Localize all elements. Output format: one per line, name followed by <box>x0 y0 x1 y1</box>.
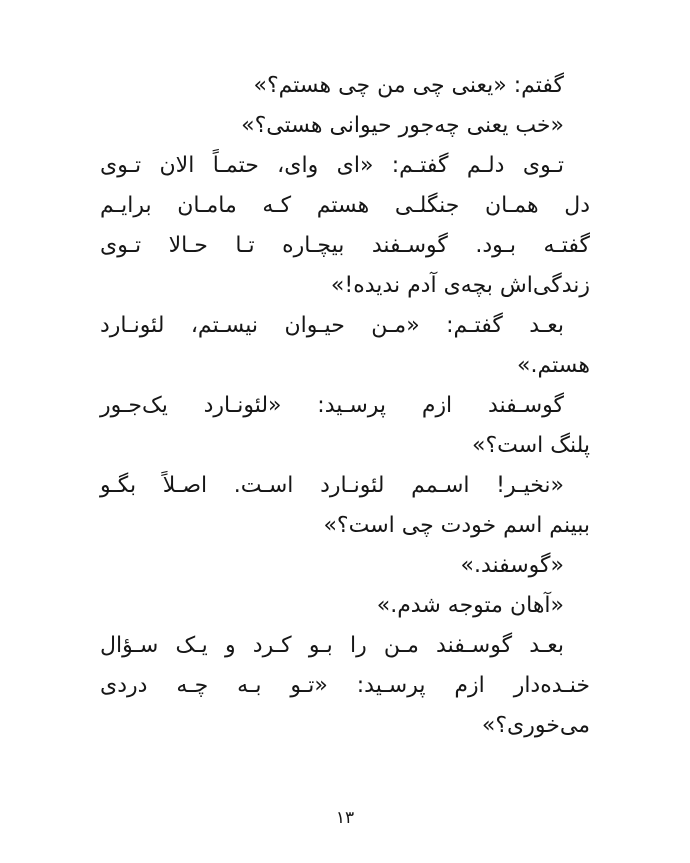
text-line: زندگی‌اش بچه‌ی آدم ندیده!» <box>330 273 590 298</box>
text-line: خنـده‌دار ازم پرسـید: «تـو بـه چـه دردی <box>100 673 590 698</box>
text-line: تـوی دلـم گفتـم: «ای وای، حتمـاً الان تـوی <box>100 153 564 178</box>
text-block <box>100 66 590 746</box>
page-number: ۱۳ <box>335 808 355 828</box>
text-line: گفتم: «یعنی چی من چی هستم؟» <box>253 73 564 98</box>
text-line: می‌خوری؟» <box>481 713 590 738</box>
text-line: دل همـان جنگلـی هستم کـه مامـان برایـم <box>100 193 590 218</box>
text-line: بعـد گوسـفند مـن را بـو کـرد و یـک سـؤال <box>100 633 564 658</box>
text-line: گفتـه بـود. گوسـفند بیچـاره تـا حـالا تـوی <box>100 233 590 258</box>
text-line: «آهان متوجه شدم.» <box>376 593 564 618</box>
text-line: «گوسفند.» <box>460 553 564 578</box>
text-line: بعـد گفتـم: «مـن حیـوان نیسـتم، لئونـارد <box>100 313 564 338</box>
text-line: هستم.» <box>517 353 590 378</box>
text-line: «خب یعنی چه‌جور حیوانی هستی؟» <box>241 113 564 138</box>
text-line: گوسـفند ازم پرسـید: «لئونـارد یک‌جـور <box>100 393 564 418</box>
text-line: ببینم اسم خودت چی است؟» <box>323 513 590 538</box>
text-line: پلنگ است؟» <box>471 433 590 458</box>
text-line: «نخیـر! اسـمم لئونـارد اسـت. اصـلاً بگـو <box>100 473 564 498</box>
